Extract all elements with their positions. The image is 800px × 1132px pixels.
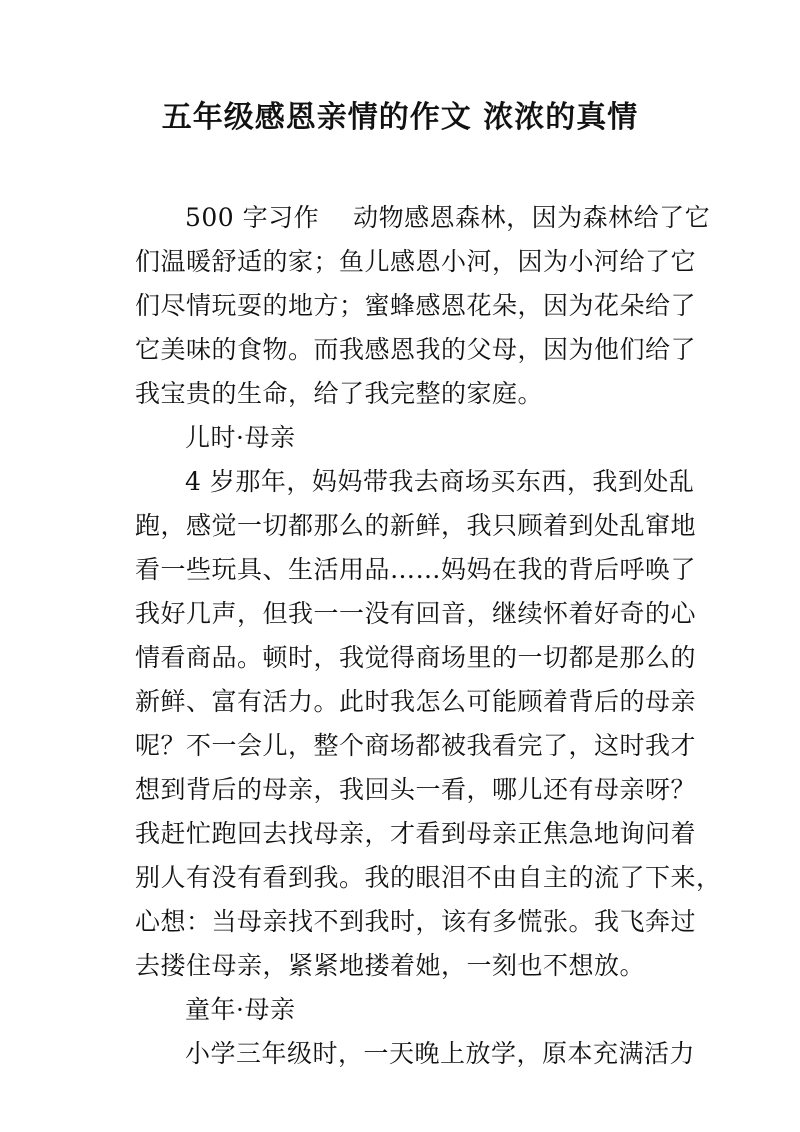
paragraph-line: 4 岁那年，妈妈带我去商场买东西，我到处乱 [185, 467, 695, 496]
paragraph-line: 小学三年级时，一天晚上放学，原本充满活力 [185, 1039, 696, 1068]
paragraph-line: 我赶忙跑回去找母亲，才看到母亲正焦急地询问着 [135, 819, 697, 848]
paragraph-line: 们尽情玩耍的地方；蜜蜂感恩花朵，因为花朵给了 [135, 291, 697, 320]
paragraph-line: 心想：当母亲找不到我时，该有多慌张。我飞奔过 [135, 907, 697, 936]
section-heading: 儿时·母亲 [185, 423, 296, 452]
paragraph-line: 想到背后的母亲，我回头一看，哪儿还有母亲呀？ [135, 775, 697, 804]
paragraph-line: 别人有没有看到我。我的眼泪不由自主的流了下来， [135, 863, 722, 892]
paragraph-line: 情看商品。顿时，我觉得商场里的一切都是那么的 [135, 643, 697, 672]
section-heading: 童年·母亲 [185, 995, 296, 1024]
document-body [135, 196, 722, 1076]
paragraph-line: 们温暖舒适的家；鱼儿感恩小河，因为小河给了它 [135, 247, 697, 276]
paragraph-line: 我宝贵的生命，给了我完整的家庭。 [135, 379, 544, 408]
paragraph-line: 去搂住母亲，紧紧地搂着她，一刻也不想放。 [135, 951, 646, 980]
paragraph-line: 我好几声，但我一一没有回音，继续怀着好奇的心 [135, 599, 697, 628]
document-title: 五年级感恩亲情的作文 浓浓的真情 [161, 100, 639, 135]
paragraph-line: 跑，感觉一切都那么的新鲜，我只顾着到处乱窜地 [135, 511, 697, 540]
paragraph-line: 它美味的食物。而我感恩我的父母，因为他们给了 [135, 335, 697, 364]
paragraph-line: 看一些玩具、生活用品……妈妈在我的背后呼唤了 [135, 555, 697, 584]
paragraph-line: 500 字习作 动物感恩森林，因为森林给了它 [185, 203, 711, 232]
paragraph-line: 呢？不一会儿，整个商场都被我看完了，这时我才 [135, 731, 697, 760]
paragraph-line: 新鲜、富有活力。此时我怎么可能顾着背后的母亲 [135, 687, 697, 716]
